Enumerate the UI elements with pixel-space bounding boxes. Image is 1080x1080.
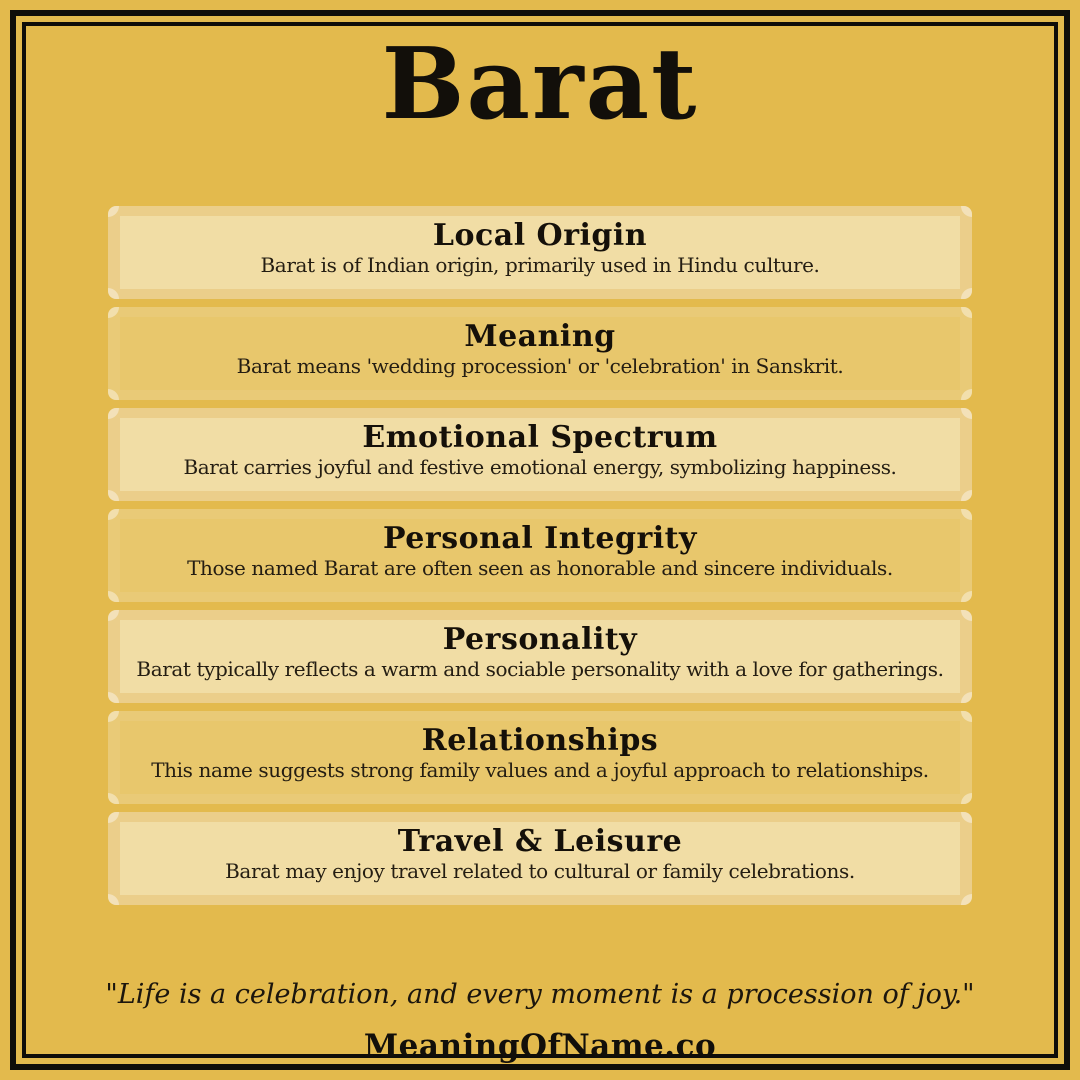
card-heading: Meaning (464, 319, 616, 354)
corner-dot-icon (961, 812, 972, 823)
card-body: Barat may enjoy travel related to cultural or family celebrations. (225, 859, 855, 883)
corner-dot-icon (961, 288, 972, 299)
card-body: Barat is of Indian origin, primarily used in Hindu culture. (260, 253, 820, 277)
corner-dot-icon (961, 408, 972, 419)
card-panel (120, 721, 960, 794)
corner-dot-icon (108, 509, 119, 520)
corner-dot-icon (108, 610, 119, 621)
corner-dot-icon (108, 389, 119, 400)
card-heading: Personality (442, 622, 638, 657)
card-panel (120, 519, 960, 592)
card-panel (120, 822, 960, 895)
card-heading: Relationships (421, 723, 659, 758)
info-card (108, 610, 972, 703)
corner-dot-icon (108, 692, 119, 703)
corner-dot-icon (108, 591, 119, 602)
poster-content (26, 26, 1054, 1064)
corner-dot-icon (961, 793, 972, 804)
corner-dot-icon (961, 307, 972, 318)
corner-dot-icon (108, 288, 119, 299)
corner-dot-icon (108, 812, 119, 823)
card-heading: Travel & Leisure (397, 824, 683, 859)
corner-dot-icon (961, 610, 972, 621)
quote-text: "Life is a celebration, and every moment is a procession of joy." (105, 979, 975, 1010)
card-panel (120, 216, 960, 289)
corner-dot-icon (108, 793, 119, 804)
card-body: Barat means 'wedding procession' or 'celebration' in Sanskrit. (236, 354, 844, 378)
card-body: Barat carries joyful and festive emotional energy, symbolizing happiness. (183, 455, 897, 479)
info-card (108, 812, 972, 905)
corner-dot-icon (961, 389, 972, 400)
info-card (108, 509, 972, 602)
corner-dot-icon (108, 408, 119, 419)
corner-dot-icon (961, 692, 972, 703)
card-panel (120, 418, 960, 491)
card-heading: Local Origin (432, 218, 648, 253)
corner-dot-icon (961, 711, 972, 722)
card-heading: Personal Integrity (383, 521, 697, 556)
card-panel (120, 620, 960, 693)
card-body: This name suggests strong family values and a joyful approach to relationships. (151, 758, 929, 782)
info-card (108, 711, 972, 804)
card-body: Barat typically reflects a warm and sociable personality with a love for gatherings. (136, 657, 944, 681)
corner-dot-icon (961, 591, 972, 602)
info-card (108, 408, 972, 501)
info-card (108, 307, 972, 400)
page-title: Barat (381, 27, 699, 142)
card-body: Those named Barat are often seen as honorable and sincere individuals. (187, 556, 893, 580)
corner-dot-icon (108, 206, 119, 217)
corner-dot-icon (108, 490, 119, 501)
corner-dot-icon (961, 509, 972, 520)
corner-dot-icon (108, 307, 119, 318)
corner-dot-icon (108, 894, 119, 905)
corner-dot-icon (961, 894, 972, 905)
corner-dot-icon (108, 711, 119, 722)
card-panel (120, 317, 960, 390)
info-card (108, 206, 972, 299)
corner-dot-icon (961, 490, 972, 501)
site-name: MeaningOfName.co (363, 1028, 717, 1064)
corner-dot-icon (961, 206, 972, 217)
card-heading: Emotional Spectrum (362, 420, 718, 455)
info-card-list (108, 206, 972, 905)
